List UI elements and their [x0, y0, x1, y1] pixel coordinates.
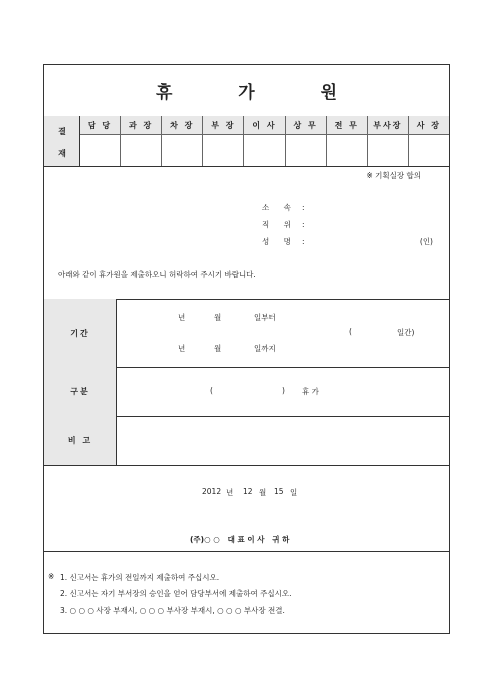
form-title-bar [44, 65, 449, 117]
note-item: 3. ○ ○ ○ 사장 부재시, ○ ○ ○ 부사장 부재시, ○ ○ ○ 부사장 전결. [60, 606, 285, 615]
approval-col-vice-president [368, 116, 409, 166]
request-statement: 아래와 같이 휴가원을 제출하오니 허락하여 주시기 바랍니다. [58, 270, 256, 279]
field-name [262, 236, 305, 247]
period-to-year: 년 [178, 344, 186, 353]
approval-head: 차 장 [162, 116, 202, 135]
field-position-colon: : [302, 220, 305, 229]
note-item: 2. 신고서는 자기 부서장의 승인을 얻어 담당부서에 제출하여 주십시오. [60, 589, 292, 598]
period-days-open: ( [349, 327, 352, 336]
approval-col-section-chief [121, 116, 162, 166]
period-row [44, 299, 449, 368]
date-day: 15 [274, 487, 284, 496]
leave-request-form [43, 64, 450, 634]
approval-col-president [409, 116, 449, 166]
date-year-unit: 년 [226, 488, 234, 497]
period-from-day: 일부터 [254, 313, 276, 322]
addressee: (주)○ ○ 대 표 이 사 귀 하 [190, 535, 290, 544]
field-department-label: 소 속 [262, 203, 297, 212]
note-item: 1. 신고서는 휴가의 전일까지 제출하여 주십시오. [60, 573, 220, 582]
approval-head: 이 사 [244, 116, 284, 135]
seal-mark: (인) [419, 237, 433, 246]
approval-head: 상 무 [286, 116, 326, 135]
approval-col-director [244, 116, 285, 166]
field-name-label: 성 명 [262, 237, 297, 246]
approval-col-staff [80, 116, 121, 166]
date-day-unit: 일 [290, 488, 298, 497]
period-to-day: 일까지 [254, 344, 276, 353]
approval-head: 담 당 [80, 116, 120, 135]
category-open: ( [210, 386, 213, 395]
approval-label-top: 결 [58, 127, 66, 136]
date-month-unit: 월 [259, 488, 267, 497]
approval-head: 과 장 [121, 116, 161, 135]
approval-col-managing-director [286, 116, 327, 166]
approval-col-manager [203, 116, 244, 166]
remarks-row [44, 416, 449, 466]
field-department-colon: : [302, 203, 305, 212]
field-department [262, 202, 305, 213]
approval-table [44, 116, 449, 167]
period-to-month: 월 [214, 344, 222, 353]
approval-head: 전 무 [327, 116, 367, 135]
date-year: 2012 [202, 487, 222, 496]
applicant-info [44, 166, 449, 300]
field-position-label: 직 위 [262, 220, 297, 229]
category-row [44, 367, 449, 417]
approval-col-executive-director [327, 116, 368, 166]
period-from-year: 년 [178, 313, 186, 322]
period-from-month: 월 [214, 313, 222, 322]
approval-head: 부사장 [368, 116, 408, 135]
category-suffix: 휴 가 [302, 387, 319, 396]
approval-head: 부 장 [203, 116, 243, 135]
planning-office-note: ※ 기획실장 합의 [366, 171, 421, 180]
remarks-label: 비 고 [44, 416, 117, 465]
approval-col-deputy-manager [162, 116, 203, 166]
approval-label [44, 116, 80, 166]
approval-head: 사 장 [409, 116, 449, 135]
date-month: 12 [243, 487, 253, 496]
period-days-close: 일간) [397, 328, 415, 337]
category-label: 구분 [44, 367, 117, 416]
form-title: 휴 가 원 [155, 83, 368, 103]
field-name-colon: : [302, 237, 305, 246]
submission-block [44, 465, 449, 552]
approval-label-bottom: 재 [58, 149, 66, 158]
notes-mark: ※ [48, 572, 55, 581]
period-label: 기간 [44, 299, 117, 367]
category-close: ) [282, 386, 285, 395]
field-position [262, 219, 305, 230]
